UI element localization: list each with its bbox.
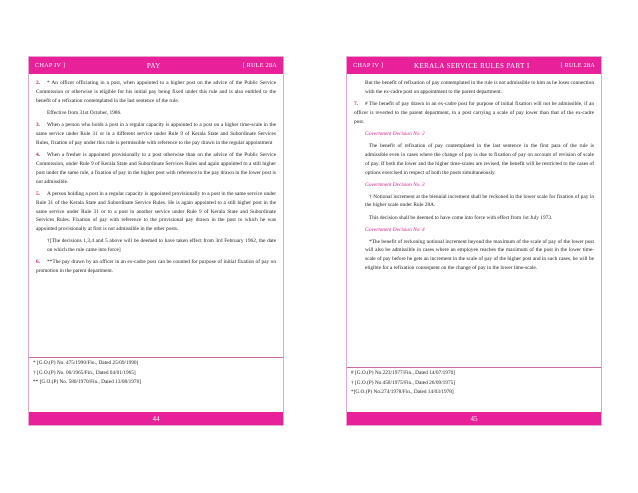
paragraph-text: **The pay drawn by an officer in an ex-cadre post can be counted for purpose of initial fixation of pay on promotion in the parent department. bbox=[36, 259, 276, 275]
left-page-number: 44 bbox=[152, 414, 160, 423]
decision-heading: Government Decision No. 4 bbox=[365, 226, 425, 233]
paragraph-number: 5. bbox=[36, 190, 41, 197]
left-header-title: PAY bbox=[146, 61, 161, 70]
left-chapter-label: CHAP IV ] bbox=[35, 62, 66, 69]
paragraph-text: When a person who holds a post in a regular capacity is appointed to a post on a higher time-scale in the same service under Rule 31 or in a different service under Rule 9 of Kerala State and Subordinate Services Rules, fixation of pay under this rule is permissible with reference to the pay drawn in the regular appointment bbox=[36, 122, 276, 146]
paragraph-text: When a fresher is appointed provisionally to a post otherwise than on the advice of the Public Service Commission, under Rule 9 of Kerala State and Subordinate Services Rules and again appointed to a still higher post under the same rule, a fixation of pay in the higher post with reference to the pay drawn in the lower post is not admissible. bbox=[36, 151, 276, 185]
footnote: * [G.O.(P) No. 475/1990/Fin., Dated 25/09/1990] bbox=[33, 360, 139, 366]
paragraph-number: 6. bbox=[36, 259, 41, 266]
paragraph-number: 4. bbox=[36, 151, 41, 158]
left-page-header bbox=[29, 57, 283, 74]
paragraph bbox=[36, 190, 276, 235]
paragraph-text: * An officer officiating in a post, when appointed to a higher post on the advice of the Public Service Commission or otherwise is eligible for his initial pay being fixed under this rule and is also entitled to the benefit of a refixation contemplated in the last sentence of the rule. bbox=[36, 80, 276, 104]
paragraph bbox=[36, 151, 276, 187]
decision-heading: Government Decision No. 2 bbox=[365, 130, 425, 137]
right-page-footer bbox=[347, 412, 601, 425]
paragraph: But the benefit of refixation of pay contemplated in the rule is not admissible to him as he loses connection with the ex-cadre post on appointment to the parent department. bbox=[365, 80, 594, 95]
decision-heading: Government Decision No. 3 bbox=[365, 181, 425, 188]
left-footnotes bbox=[33, 359, 279, 388]
right-header-title: KERALA SERVICE RULES PART I bbox=[413, 61, 530, 70]
right-footnotes bbox=[351, 369, 597, 398]
paragraph bbox=[36, 121, 276, 148]
paragraph-number: 2. bbox=[36, 80, 41, 86]
paragraph: † Notional increment at the biennial increment shall be reckoned in the lower scale for fixation of pay in the higher scale under Rule 28A. bbox=[365, 193, 594, 209]
paragraph bbox=[354, 100, 594, 127]
footnote: † [G.O.(P) No.458/1975/Fin., Dated 26/09/1975] bbox=[351, 379, 456, 386]
left-page-body bbox=[36, 79, 276, 279]
paragraph: The benefit of refixation of pay contemplated in the last sentence in the first para of the rule is admissible even in cases where the change of pay is due to fixation of pay on account of revision of scale of pay. If both the lower and the higher time-scales are revised, the benefit will be restricted to the cases of options exercised in respect of both the posts simultaneously. bbox=[365, 142, 594, 176]
paragraph bbox=[36, 79, 276, 106]
paragraph bbox=[36, 109, 276, 118]
footnote: ** [G.O.(P) No. 580/1970/Fin., Dated 13/08/1970] bbox=[33, 379, 141, 385]
left-page bbox=[28, 56, 284, 426]
right-chapter-label: CHAP IV ] bbox=[353, 62, 384, 69]
paragraph-number: 3. bbox=[36, 122, 41, 128]
paragraph: This decision shall be deemed to have come into force with effect from 1st July 1973. bbox=[369, 214, 553, 221]
paragraph-text: A person holding a post in a regular capacity is appointed provisionally to a post in the same service under Rule 31 of the Kerala State and Subordinate Service Rules. He is again appointed to a still higher post in the same service under Rule 31 or to a post in another service under Rule 9 of Kerala State and Subordinate Services Rules. Fixation of pay with reference to the provisional pay drawn in the post to which he was appointed provisionally at first is not admissible in the other posts. bbox=[36, 190, 276, 233]
footnote: # [G.O.(P) No.223/1977/Fin., Dated 14/07/1970] bbox=[351, 370, 456, 376]
paragraph bbox=[36, 258, 276, 276]
left-page-footer bbox=[29, 412, 283, 425]
paragraph bbox=[36, 237, 276, 255]
left-footnote-divider bbox=[29, 357, 283, 358]
right-footnote-divider bbox=[347, 367, 601, 368]
paragraph-text: # The benefit of pay drawn in an ex-cadre post for purpose of initial fixation will not be admissible, if an officer is reverted to the parent department, to a post carrying a scale of pay lower than that of the ex-cadre post. bbox=[354, 101, 594, 125]
left-rule-label: [ RULE 28A bbox=[242, 62, 277, 69]
paragraph-number: 7. bbox=[354, 101, 359, 107]
footnote: *[G.O.(P) No.274/1978/Fin., Dated 14/03/1978] bbox=[351, 389, 454, 395]
footnote: † [G.O.(P) No. 06/1965/Fin., Dated 04/01/1965] bbox=[33, 369, 136, 376]
right-rule-label: [ RULE 28A bbox=[560, 62, 595, 69]
right-page-header bbox=[347, 57, 601, 74]
right-page bbox=[346, 56, 602, 426]
paragraph-text: †[The decisions 1,3,4 and 5 above will be deemed to have taken effect from 3rd February 1962, the date on which the rule came into force] bbox=[47, 238, 276, 254]
paragraph-text: Effective from 31st October, 1986. bbox=[47, 109, 122, 116]
right-page-number: 45 bbox=[470, 414, 478, 423]
right-page-body bbox=[354, 79, 594, 276]
paragraph: *The benefit of reckoning notional increment beyond the maximum of the scale of pay of the lower post will also be admissible in cases where an employee reaches the maximum of the post in the lower time-scale of pay before he gets an increment in the scale of pay of the higher post and in such cases, he will be eligible for a refixation consequent on the change of pay in the lower time-scale. bbox=[365, 238, 594, 272]
